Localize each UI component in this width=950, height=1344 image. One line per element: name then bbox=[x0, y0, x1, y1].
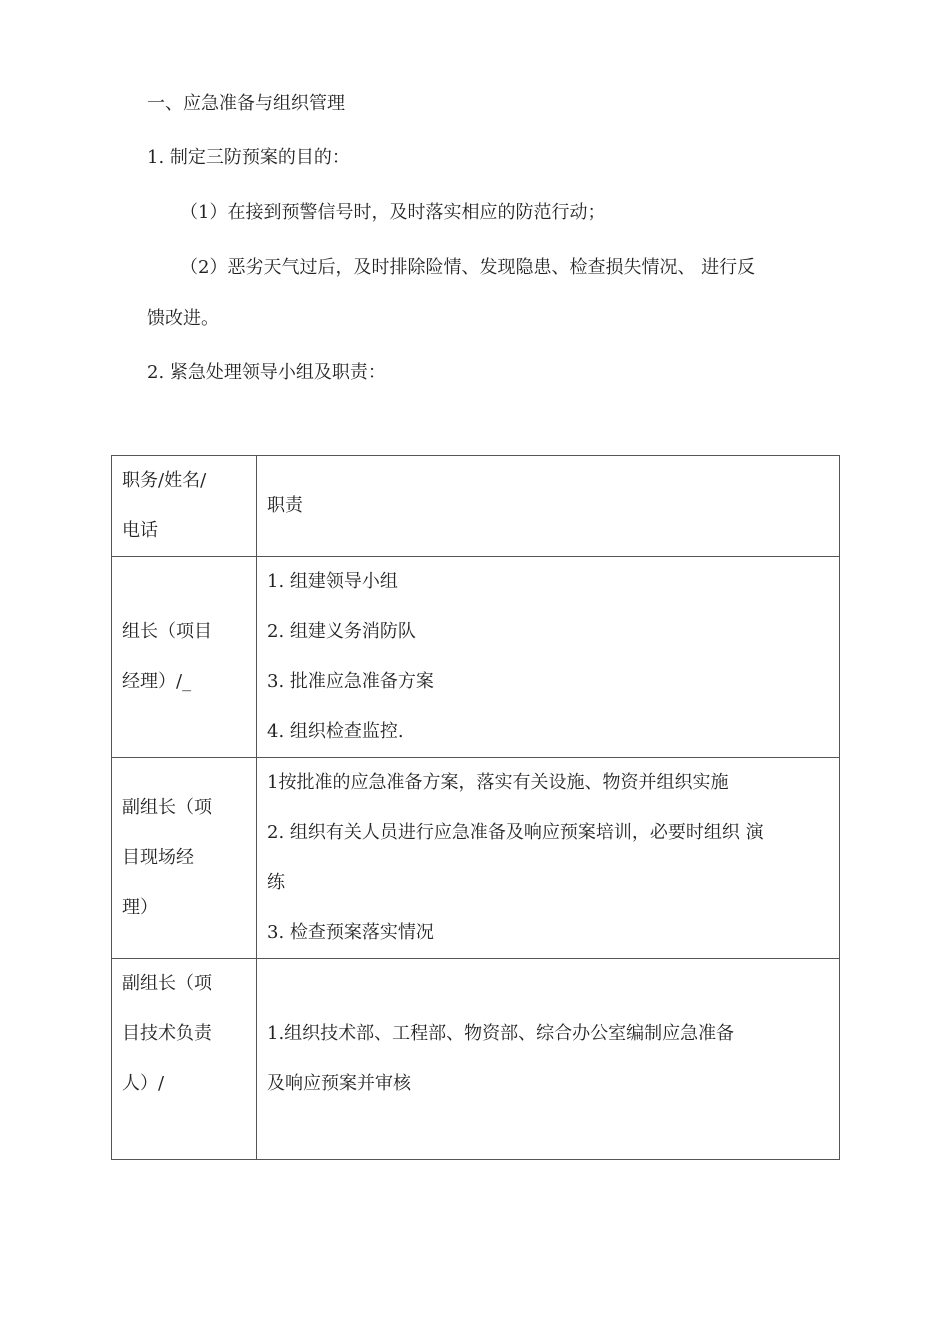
role-line: 经理）/_ bbox=[122, 671, 192, 692]
section-heading: 一、应急准备与组织管理 bbox=[147, 93, 345, 114]
role-line: 副组长（项 bbox=[122, 797, 212, 818]
leadership-title: 2. 紧急处理领导小组及职责： bbox=[147, 362, 386, 383]
duty-cell bbox=[257, 557, 840, 758]
duty-line: 3. 批准应急准备方案 bbox=[267, 671, 434, 692]
role-line: 副组长（项 bbox=[122, 973, 212, 994]
duty-line: 1.组织技术部、工程部、物资部、综合办公室编制应急准备 bbox=[267, 1023, 735, 1044]
role-line: 组长（项目 bbox=[122, 621, 212, 642]
header-duty-label: 职责 bbox=[267, 495, 303, 516]
duty-line: 3. 检查预案落实情况 bbox=[267, 922, 434, 943]
role-cell bbox=[112, 758, 257, 959]
duty-cell bbox=[257, 758, 840, 959]
role-line: 理） bbox=[122, 897, 158, 918]
purpose-item-2-line-1: （2）恶劣天气过后，及时排除险情、发现隐患、检查损失情况、 进行反 bbox=[180, 257, 756, 278]
duty-line: 2. 组织有关人员进行应急准备及响应预案培训，必要时组织 演 bbox=[267, 822, 764, 843]
role-spacer bbox=[122, 1109, 256, 1159]
duty-line: 1按批准的应急准备方案，落实有关设施、物资并组织实施 bbox=[267, 772, 729, 793]
role-line: 目现场经 bbox=[122, 847, 194, 868]
role-line: 人）/ bbox=[122, 1073, 165, 1094]
role-line: 目技术负责 bbox=[122, 1023, 212, 1044]
duty-line: 4. 组织检查监控. bbox=[267, 721, 404, 742]
table-row bbox=[112, 557, 840, 758]
duty-line: 1. 组建领导小组 bbox=[267, 571, 398, 592]
header-role-line-1: 职务/姓名/ bbox=[122, 470, 207, 491]
duty-line: 及响应预案并审核 bbox=[267, 1073, 411, 1094]
duty-line: 练 bbox=[267, 872, 285, 893]
purpose-item-2-line-2: 馈改进。 bbox=[147, 308, 219, 329]
role-cell bbox=[112, 959, 257, 1160]
header-duty-cell bbox=[257, 456, 840, 557]
purpose-title: 1. 制定三防预案的目的： bbox=[147, 147, 350, 168]
table-header-row bbox=[112, 456, 840, 557]
purpose-item-1: （1）在接到预警信号时，及时落实相应的防范行动； bbox=[180, 202, 606, 223]
header-role-line-2: 电话 bbox=[122, 520, 158, 541]
duty-line: 2. 组建义务消防队 bbox=[267, 621, 416, 642]
table-row bbox=[112, 959, 840, 1160]
leadership-table bbox=[111, 455, 840, 1160]
role-cell bbox=[112, 557, 257, 758]
table-row bbox=[112, 758, 840, 959]
header-role-cell bbox=[112, 456, 257, 557]
duty-cell bbox=[257, 959, 840, 1160]
